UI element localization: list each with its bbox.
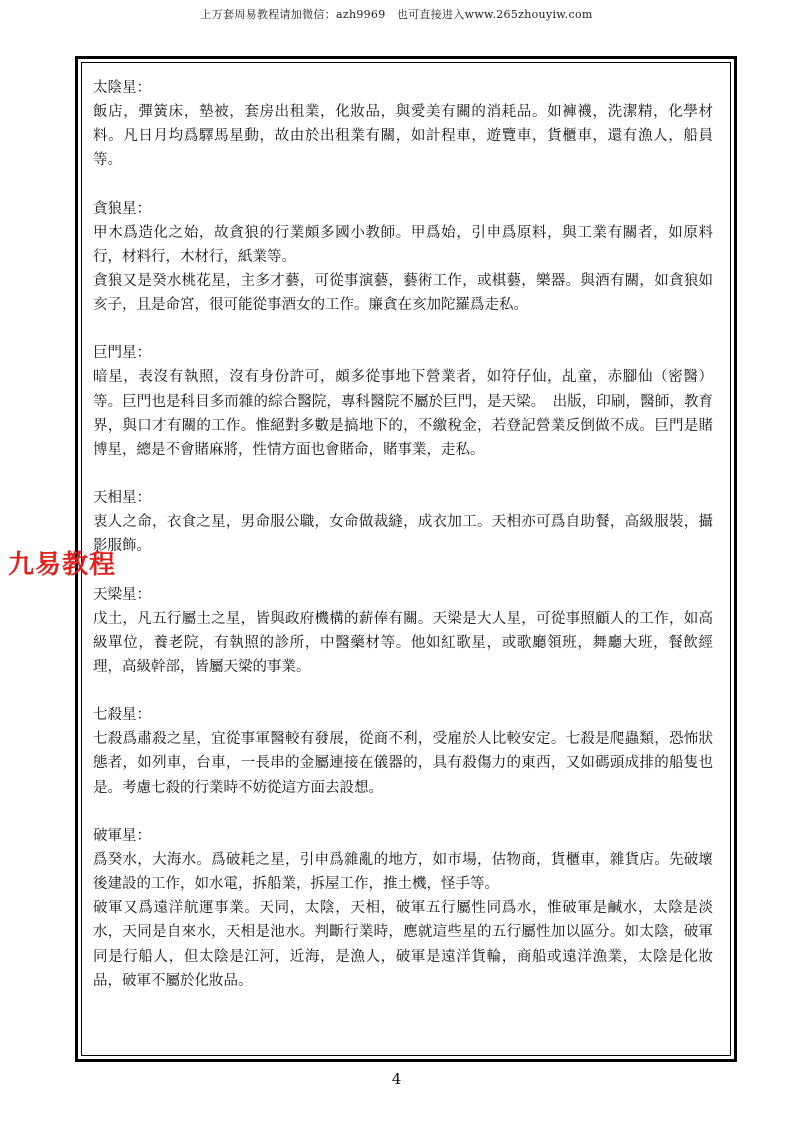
document-body [93,76,713,1017]
watermark-logo: 九易教程 [8,550,117,580]
section-tanlang [93,197,713,318]
section-qisha [93,703,713,800]
section-heading: 巨門星： [93,345,151,362]
top-banner: 上万套周易教程请加微信：azh9969 也可直接进入www.265zhouyiw.com [200,8,593,21]
page-number: 4 [391,1070,402,1088]
section-heading: 太陰星： [93,80,151,96]
section-paragraph: 戊土，凡五行屬土之星，皆與政府機構的薪俸有關。天梁是大人星，可從事照顧人的工作，如高級單位，養老院，有執照的診所，中醫藥材等。他如紅歌星，或歌廳領班，舞廳大班，餐飲經理，高級幹部，皆屬天梁的事業。 [93,610,713,676]
section-paragraph: 七殺爲肅殺之星，宜從事軍醫較有發展，從商不利，受雇於人比較安定。七殺是爬蟲類，恐怖狀態者，如列車，台車，一長串的金屬連接在儀器的，具有殺傷力的東西，又如碼頭成排的船隻也是。考慮七殺的行業時不妨從這方面去設想。 [93,731,713,796]
section-heading: 貪狼星： [93,200,151,217]
section-paragraph: 甲木爲造化之始，故貪狼的行業頗多國小教師。甲爲始，引申爲原料，與工業有關者，如原料行，材料行，木材行，紙業等。 [93,224,713,265]
section-heading: 天梁星： [93,586,151,603]
section-paragraph: 衷人之命，衣食之星，男命服公職，女命做裁縫，成衣加工。天相亦可爲自助餐，高級服裝，攝影服飾。 [93,514,713,555]
section-jumen [93,341,713,462]
section-paragraph: 破軍又爲遠洋航運事業。天同，太陰，天相，破軍五行屬性同爲水，惟破軍是鹹水，太陰是淡水，天同是自來水，天相是池水。判斷行業時，應就這些星的五行屬性加以區分。如太陰，破軍同是行船人，但太陰是江河，近海，是漁人，破軍是遠洋貨輪，商船或遠洋漁業，太陰是化妝品，破軍不屬於化妝品。 [93,900,713,989]
section-heading: 天相星： [93,490,151,507]
section-paragraph: 爲癸水，大海水。爲破耗之星，引申爲雜亂的地方，如市場，估物商，貨櫃車，雜貨店。先破壞後建設的工作，如水電，拆船業，拆屋工作，推土機，怪手等。 [93,851,713,893]
section-paragraph: 暗星，表沒有執照，沒有身份許可，頗多從事地下營業者，如符仔仙，乩童，赤腳仙（密醫）等。巨門也是科目多而雜的綜合醫院，專科醫院不屬於巨門，是天梁。 出版，印刷，醫師，教育界，與口才有關的工作。惟絕對多數是搞地下的，不繳稅金，若登記營業反倒做不成。巨門是賭博星，總是不會賭麻將，性情方面也會賭命，賭事業，走私。 [93,369,713,459]
section-heading: 破軍星： [93,827,151,844]
section-taiyin [93,76,713,173]
section-heading: 七殺星： [93,707,151,724]
section-pojun [93,824,713,993]
section-tianxiang [93,486,713,558]
section-tianliang [93,583,713,680]
section-paragraph: 飯店，彈簧床，墊被，套房出租業，化妝品，與愛美有關的消耗品。如褲襪，洗潔精，化學材料。凡日月均爲驛馬星動，故由於出租業有關，如計程車，遊覽車，貨櫃車，還有漁人，船員等。 [93,104,713,169]
section-paragraph: 貪狼又是癸水桃花星，主多才藝，可從事演藝，藝術工作，或棋藝，樂器。與酒有關，如貪狼如亥子，且是命宮，很可能從事酒女的工作。廉貪在亥加陀羅爲走私。 [93,273,713,314]
